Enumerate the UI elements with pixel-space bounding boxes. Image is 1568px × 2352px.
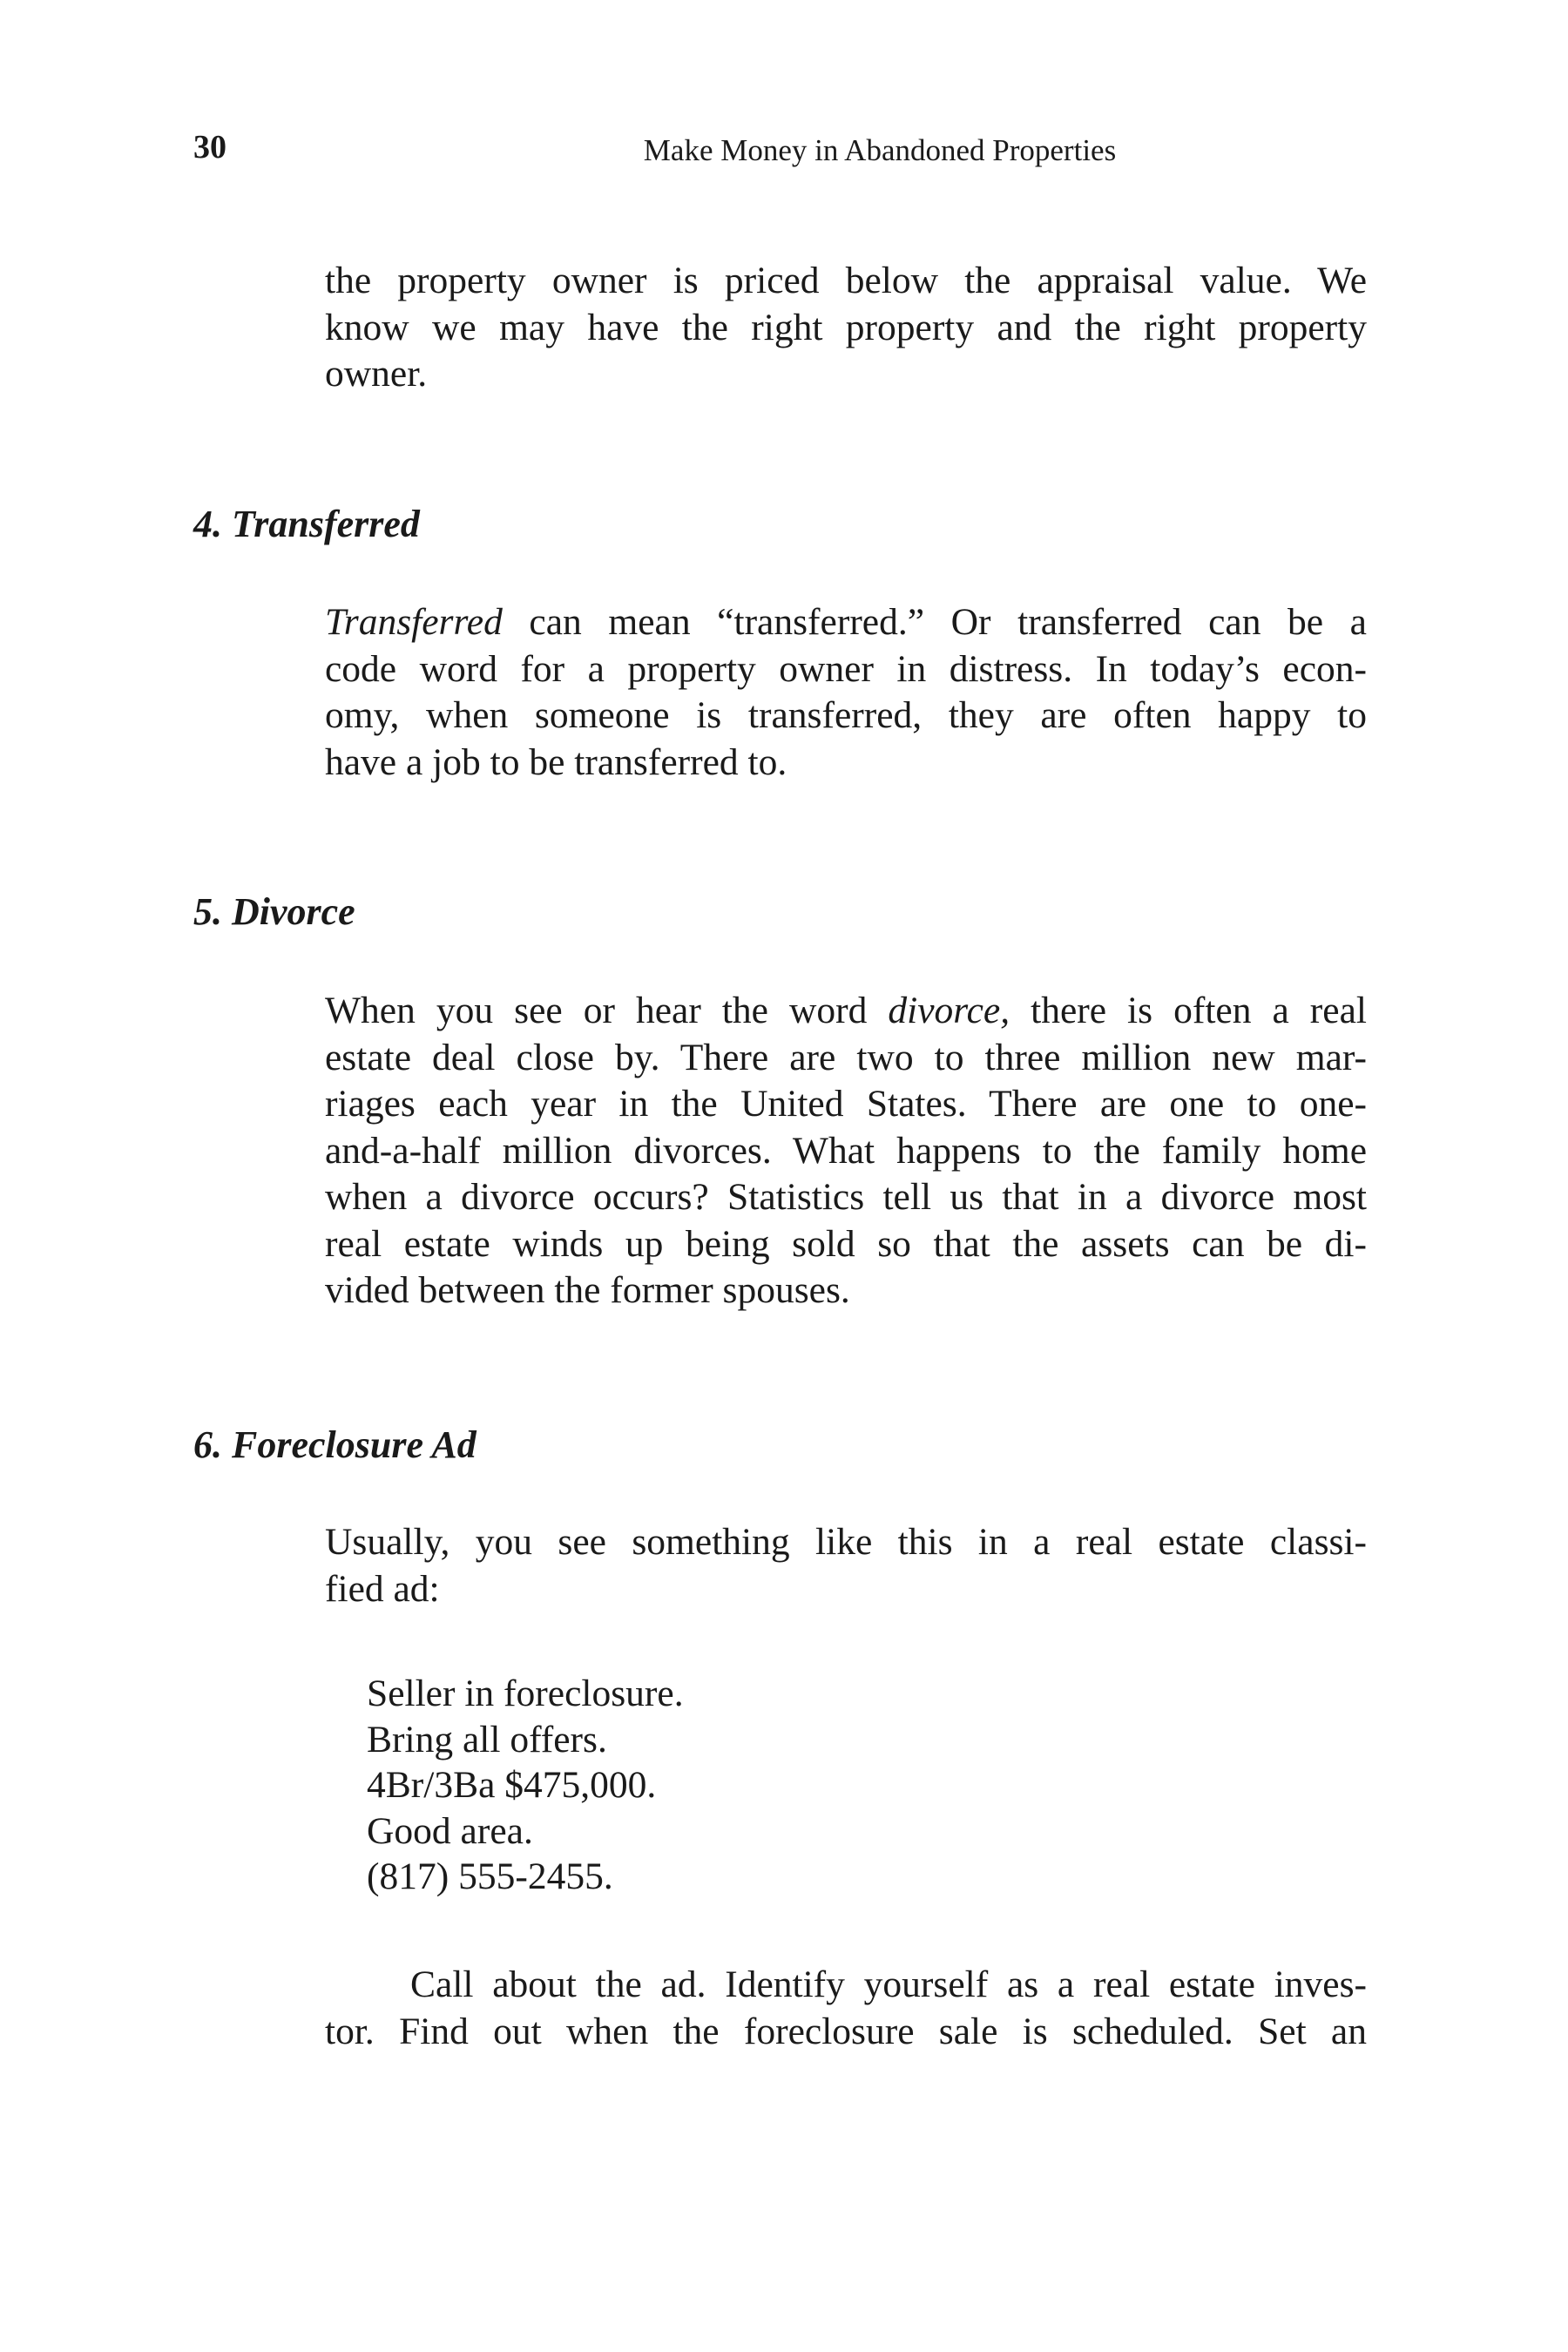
classified-ad [367, 1671, 684, 1900]
paragraph-line: fied ad: [325, 1567, 440, 1610]
foreclosure-closing-paragraph [325, 1962, 1367, 2055]
ad-line: Bring all offers. [367, 1718, 607, 1761]
paragraph-line: Call about the ad. Identify yourself as a real estate inves- [410, 1963, 1367, 2005]
section-heading-divorce: 5. Divorce [193, 890, 355, 933]
paragraph-line: know we may have the right property and the right property [325, 306, 1367, 348]
paragraph-line: omy, when someone is transferred, they are often happy to [325, 694, 1367, 736]
paragraph-line: and-a-half million divorces. What happens to the family home [325, 1129, 1367, 1172]
paragraph-line: when a divorce occurs? Statistics tell us that in a divorce most [325, 1176, 1367, 1218]
ad-line: (817) 555-2455. [367, 1855, 613, 1897]
emphasis-text: divorce, [888, 990, 1010, 1031]
section-heading-foreclosure-ad: 6. Foreclosure Ad [193, 1423, 476, 1466]
paragraph-line [325, 599, 1367, 646]
paragraph-line: Usually, you see something like this in a real estate classi- [325, 1521, 1367, 1563]
emphasis-text: Transferred [325, 601, 503, 643]
ad-line: Good area. [367, 1809, 533, 1852]
paragraph-line [325, 988, 1367, 1035]
running-head: Make Money in Abandoned Properties [643, 133, 1117, 167]
paragraph-line: owner. [325, 353, 428, 395]
page-number: 30 [193, 129, 226, 166]
paragraph-text: When you see or hear the word [325, 990, 889, 1031]
paragraph-text: there is often a real [1010, 990, 1367, 1031]
paragraph-line: real estate winds up being sold so that the assets can be di- [325, 1222, 1367, 1265]
paragraph-line: have a job to be transferred to. [325, 740, 787, 783]
ad-line: 4Br/3Ba $475,000. [367, 1764, 657, 1806]
ad-line: Seller in foreclosure. [367, 1673, 684, 1714]
paragraph-text: can mean “transferred.” Or transferred can be a [502, 601, 1367, 643]
paragraph-line: riages each year in the United States. There are one to one- [325, 1083, 1367, 1125]
intro-paragraph [325, 258, 1367, 398]
section-heading-transferred: 4. Transferred [193, 503, 420, 545]
paragraph-line: tor. Find out when the foreclosure sale is scheduled. Set an [325, 2010, 1367, 2052]
divorce-paragraph [325, 988, 1367, 1315]
paragraph-line: code word for a property owner in distress. In today’s econ- [325, 647, 1367, 690]
foreclosure-intro-paragraph [325, 1519, 1367, 1612]
paragraph-line: estate deal close by. There are two to three million new mar- [325, 1036, 1367, 1078]
paragraph-line: vided between the former spouses. [325, 1269, 850, 1311]
paragraph-line: the property owner is priced below the appraisal value. We [325, 260, 1367, 301]
transferred-paragraph [325, 599, 1367, 786]
